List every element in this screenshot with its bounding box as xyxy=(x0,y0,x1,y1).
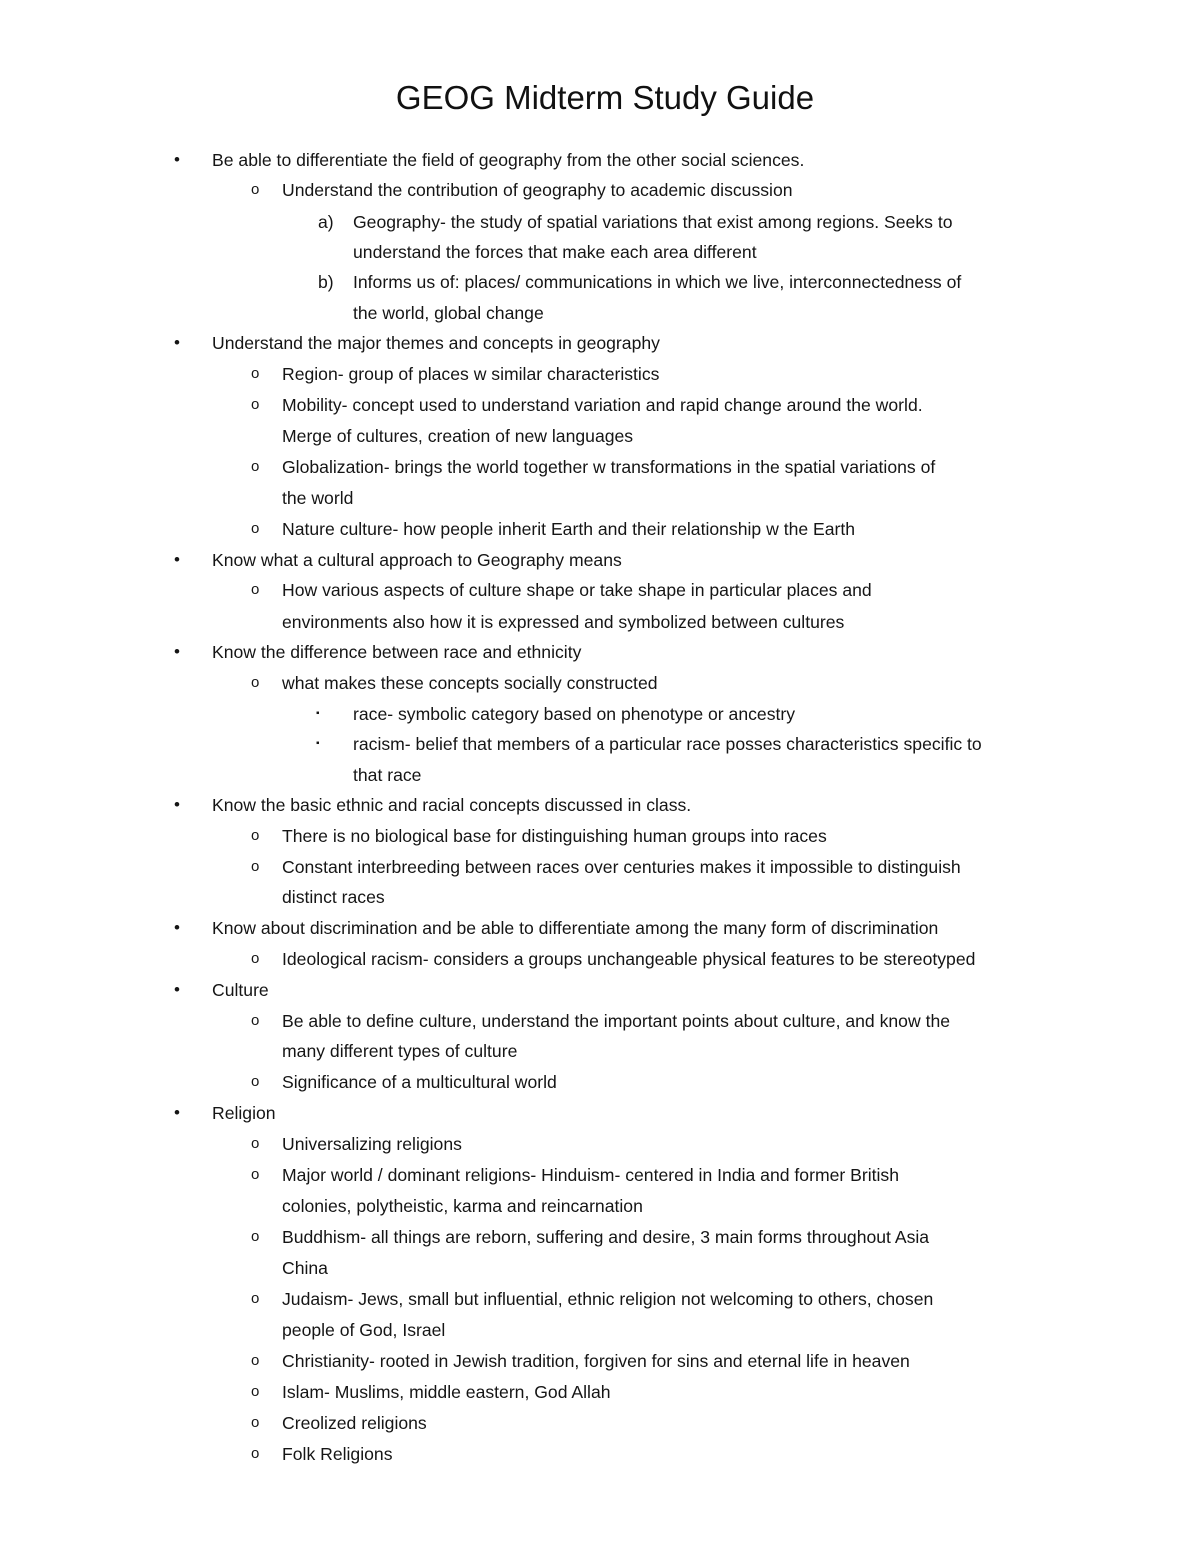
item-text: Creolized religions xyxy=(282,1413,427,1433)
item-text: Mobility- concept used to understand variation and rapid change around the world. xyxy=(282,395,923,415)
square-marker: ▪ xyxy=(316,708,320,719)
item-text: Understand the major themes and concepts in geography xyxy=(212,333,660,353)
list-item xyxy=(174,1098,276,1129)
list-item-continuation xyxy=(353,298,544,329)
item-text: Globalization- brings the world together w transformations in the spatial variations of xyxy=(282,457,936,477)
list-item-continuation xyxy=(282,1253,328,1284)
item-text: Know what a cultural approach to Geography means xyxy=(212,550,622,570)
item-text: China xyxy=(282,1258,328,1278)
list-item xyxy=(251,1439,393,1470)
item-text: Geography- the study of spatial variations that exist among regions. Seeks to xyxy=(353,212,953,232)
item-text: Be able to define culture, understand the important points about culture, and know the xyxy=(282,1011,951,1031)
list-item-continuation xyxy=(282,1036,517,1067)
list-item xyxy=(251,1346,910,1377)
item-text: racism- belief that members of a particular race posses characteristics specific to xyxy=(353,734,982,754)
bullet-marker: • xyxy=(174,795,180,814)
item-text: Understand the contribution of geography to academic discussion xyxy=(282,180,793,200)
circle-marker: o xyxy=(251,1073,260,1090)
bullet-marker: • xyxy=(174,150,180,169)
circle-marker: o xyxy=(251,181,260,198)
list-item-continuation xyxy=(282,1191,643,1222)
list-item xyxy=(251,175,793,206)
item-text: Islam- Muslims, middle eastern, God Allah xyxy=(282,1382,611,1402)
list-item-continuation xyxy=(282,1315,445,1346)
list-item xyxy=(251,514,856,545)
list-item-continuation xyxy=(282,483,353,514)
list-item xyxy=(251,390,923,421)
list-item xyxy=(251,944,976,975)
list-item xyxy=(174,545,622,576)
letter-marker: b) xyxy=(318,272,334,292)
circle-marker: o xyxy=(251,1135,260,1152)
circle-marker: o xyxy=(251,1414,260,1431)
item-text: Buddhism- all things are reborn, suffering and desire, 3 main forms throughout Asia xyxy=(282,1227,930,1247)
item-text: Christianity- rooted in Jewish tradition, forgiven for sins and eternal life in heaven xyxy=(282,1351,910,1371)
item-text: Region- group of places w similar characteristics xyxy=(282,364,660,384)
item-text: Know the difference between race and ethnicity xyxy=(212,642,582,662)
item-text: Nature culture- how people inherit Earth and their relationship w the Earth xyxy=(282,519,856,539)
item-text: the world, global change xyxy=(353,303,544,323)
circle-marker: o xyxy=(251,1290,260,1307)
circle-marker: o xyxy=(251,365,260,382)
circle-marker: o xyxy=(251,1383,260,1400)
list-item-continuation xyxy=(282,882,385,913)
list-item xyxy=(251,452,936,483)
list-item xyxy=(318,267,962,298)
item-text: Merge of cultures, creation of new languages xyxy=(282,426,634,446)
list-item xyxy=(251,359,660,390)
item-text: understand the forces that make each area different xyxy=(353,242,757,262)
circle-marker: o xyxy=(251,1445,260,1462)
item-text: Know the basic ethnic and racial concepts discussed in class. xyxy=(212,795,692,815)
list-item xyxy=(251,852,961,883)
list-item-continuation xyxy=(282,421,633,452)
document-title: GEOG Midterm Study Guide xyxy=(395,79,815,116)
list-item xyxy=(174,913,939,944)
list-item xyxy=(316,699,796,730)
circle-marker: o xyxy=(251,1012,260,1029)
item-text: what makes these concepts socially constructed xyxy=(282,673,658,693)
item-text: colonies, polytheistic, karma and reincarnation xyxy=(282,1196,643,1216)
list-item-continuation xyxy=(353,237,757,268)
circle-marker: o xyxy=(251,396,260,413)
item-text: Culture xyxy=(212,980,269,1000)
list-item xyxy=(251,1408,427,1439)
list-item xyxy=(251,1129,462,1160)
letter-marker: a) xyxy=(318,212,334,232)
bullet-marker: • xyxy=(174,642,180,661)
item-text: There is no biological base for distinguishing human groups into races xyxy=(282,826,827,846)
item-text: Religion xyxy=(212,1103,276,1123)
list-item xyxy=(316,729,982,760)
list-item xyxy=(251,821,827,852)
item-text: Constant interbreeding between races over centuries makes it impossible to distinguish xyxy=(282,857,961,877)
item-text: Be able to differentiate the field of geography from the other social sciences. xyxy=(212,150,805,170)
list-item-continuation xyxy=(282,607,844,638)
circle-marker: o xyxy=(251,520,260,537)
circle-marker: o xyxy=(251,858,260,875)
circle-marker: o xyxy=(251,827,260,844)
circle-marker: o xyxy=(251,674,260,691)
bullet-marker: • xyxy=(174,918,180,937)
circle-marker: o xyxy=(251,950,260,967)
bullet-marker: • xyxy=(174,980,180,999)
item-text: Universalizing religions xyxy=(282,1134,462,1154)
item-text: Ideological racism- considers a groups unchangeable physical features to be stereotyped xyxy=(282,949,976,969)
item-text: Informs us of: places/ communications in which we live, interconnectedness of xyxy=(353,272,962,292)
item-text: Folk Religions xyxy=(282,1444,393,1464)
list-item xyxy=(251,575,872,606)
list-item xyxy=(251,668,658,699)
circle-marker: o xyxy=(251,458,260,475)
circle-marker: o xyxy=(251,581,260,598)
circle-marker: o xyxy=(251,1352,260,1369)
item-text: Judaism- Jews, small but influential, ethnic religion not welcoming to others, chosen xyxy=(282,1289,934,1309)
circle-marker: o xyxy=(251,1228,260,1245)
list-item xyxy=(174,790,692,821)
list-item xyxy=(251,1160,900,1191)
list-item xyxy=(174,975,269,1006)
circle-marker: o xyxy=(251,1166,260,1183)
bullet-marker: • xyxy=(174,550,180,569)
list-item xyxy=(251,1377,611,1408)
item-text: distinct races xyxy=(282,887,385,907)
list-item xyxy=(251,1284,934,1315)
list-item xyxy=(251,1067,557,1098)
item-text: that race xyxy=(353,765,422,785)
list-item xyxy=(318,207,953,238)
bullet-marker: • xyxy=(174,333,180,352)
list-item xyxy=(251,1006,951,1037)
list-item xyxy=(174,328,660,359)
item-text: Know about discrimination and be able to differentiate among the many form of discrimination xyxy=(212,918,939,938)
list-item xyxy=(174,637,582,668)
item-text: How various aspects of culture shape or take shape in particular places and xyxy=(282,580,872,600)
item-text: people of God, Israel xyxy=(282,1320,446,1340)
item-text: race- symbolic category based on phenotype or ancestry xyxy=(353,704,796,724)
item-text: environments also how it is expressed and symbolized between cultures xyxy=(282,612,845,632)
item-text: many different types of culture xyxy=(282,1041,518,1061)
square-marker: ▪ xyxy=(316,738,320,749)
list-item xyxy=(174,145,805,176)
list-item xyxy=(251,1222,930,1253)
item-text: Significance of a multicultural world xyxy=(282,1072,557,1092)
list-item-continuation xyxy=(353,760,421,791)
item-text: Major world / dominant religions- Hinduism- centered in India and former British xyxy=(282,1165,900,1185)
bullet-marker: • xyxy=(174,1103,180,1122)
item-text: the world xyxy=(282,488,354,508)
